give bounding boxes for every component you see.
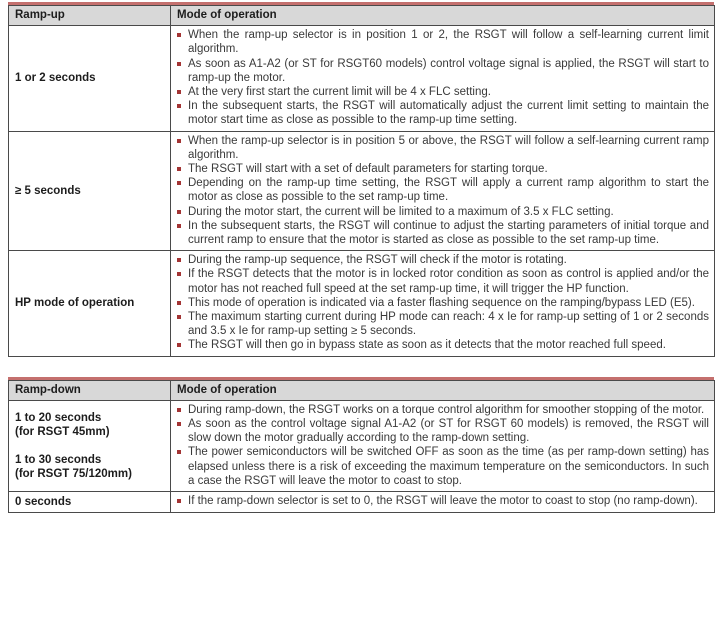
list-item bbox=[175, 494, 709, 508]
bullet-icon bbox=[177, 408, 181, 412]
row-label-text: HP mode of operation bbox=[15, 297, 135, 310]
bullet-icon bbox=[177, 422, 181, 426]
list-item bbox=[175, 267, 709, 295]
list-item bbox=[175, 253, 709, 267]
list-item bbox=[175, 219, 709, 247]
table-row bbox=[9, 400, 715, 491]
bullet-icon bbox=[177, 167, 181, 171]
bullet-icon bbox=[177, 210, 181, 214]
bullet-icon bbox=[177, 139, 181, 143]
list-item bbox=[175, 296, 709, 310]
row-description bbox=[171, 131, 715, 251]
ramp-down-header: Ramp-down bbox=[9, 380, 171, 400]
row-label-text: 1 to 20 seconds bbox=[15, 411, 102, 424]
ramp-down-table-section bbox=[8, 377, 714, 514]
ramp-up-table-section bbox=[8, 2, 714, 357]
ramp-down-table bbox=[8, 380, 715, 514]
list-item bbox=[175, 417, 709, 445]
bullet-text: If the RSGT detects that the motor is in locked rotor condition as soon as control is applied and/or the motor has not reached full speed at the set ramp-up time, it will trigger the HP function. bbox=[188, 268, 709, 295]
bullet-icon bbox=[177, 181, 181, 185]
bullet-text: At the very first start the current limit will be 4 x FLC setting. bbox=[188, 86, 491, 99]
bullet-icon bbox=[177, 90, 181, 94]
row-description bbox=[171, 26, 715, 131]
row-label bbox=[9, 26, 171, 131]
row-description bbox=[171, 492, 715, 513]
bullet-text: This mode of operation is indicated via a faster flashing sequence on the ramping/bypass LED (E5). bbox=[188, 296, 695, 309]
row-description bbox=[171, 251, 715, 356]
bullet-text: During ramp-down, the RSGT works on a torque control algorithm for smoother stopping of the motor. bbox=[188, 403, 705, 416]
row-description bbox=[171, 400, 715, 491]
bullet-icon bbox=[177, 33, 181, 37]
list-item bbox=[175, 445, 709, 488]
mode-of-operation-header: Mode of operation bbox=[171, 6, 715, 26]
list-item bbox=[175, 85, 709, 99]
list-item bbox=[175, 57, 709, 85]
bullet-text: During the motor start, the current will be limited to a maximum of 3.5 x FLC setting. bbox=[188, 205, 614, 218]
table-row bbox=[9, 26, 715, 131]
ramp-up-table bbox=[8, 5, 715, 357]
row-label bbox=[9, 492, 171, 513]
bullet-icon bbox=[177, 499, 181, 503]
row-label bbox=[9, 131, 171, 251]
row-label bbox=[9, 251, 171, 356]
bullet-icon bbox=[177, 301, 181, 305]
list-item bbox=[175, 338, 709, 352]
bullet-text: The RSGT will then go in bypass state as soon as it detects that the motor reached full speed. bbox=[188, 339, 666, 352]
bullet-icon bbox=[177, 343, 181, 347]
bullet-text: Depending on the ramp-up time setting, the RSGT will apply a current ramp algorithm to start the motor as close as possible to the set ramp-up time. bbox=[188, 177, 709, 204]
bullet-icon bbox=[177, 315, 181, 319]
bullet-icon bbox=[177, 450, 181, 454]
bullet-icon bbox=[177, 62, 181, 66]
bullet-text: As soon as the control voltage signal A1-A2 (or ST for RSGT 60 models) is removed, the RSGT will slow down the motor gradually according to the ramp-down setting. bbox=[188, 418, 709, 445]
bullet-text: In the subsequent starts, the RSGT will automatically adjust the current limit setting to maintain the motor start time as close as possible to the ramp-up time setting. bbox=[188, 100, 709, 127]
row-label bbox=[9, 400, 171, 491]
row-label-text: (for RSGT 75/120mm) bbox=[15, 468, 132, 481]
bullet-icon bbox=[177, 104, 181, 108]
bullet-text: When the ramp-up selector is in position 1 or 2, the RSGT will follow a self-learning current limit algorithm. bbox=[188, 29, 709, 56]
bullet-text: During the ramp-up sequence, the RSGT will check if the motor is rotating. bbox=[188, 254, 567, 267]
row-label-text: 1 to 30 seconds bbox=[15, 453, 102, 466]
list-item bbox=[175, 134, 709, 162]
list-item bbox=[175, 403, 709, 417]
table-header-row bbox=[9, 6, 715, 26]
table-row bbox=[9, 251, 715, 356]
list-item bbox=[175, 99, 709, 127]
bullet-text: As soon as A1-A2 (or ST for RSGT60 models) control voltage signal is applied, the RSGT will start to ramp-up the motor. bbox=[188, 57, 709, 84]
table-header-row bbox=[9, 380, 715, 400]
row-label-text: 0 seconds bbox=[15, 496, 72, 509]
bullet-text: The power semiconductors will be switched OFF as soon as the time (as per ramp-down setting) has elapsed unless there is a risk of exceeding the maximum temperature on the semiconductors. In such a case the RSGT will leave the motor to coast to stop. bbox=[188, 446, 709, 487]
table-row bbox=[9, 492, 715, 513]
table-row bbox=[9, 131, 715, 251]
row-label-text: (for RSGT 45mm) bbox=[15, 425, 110, 438]
row-label-text: ≥ 5 seconds bbox=[15, 184, 81, 197]
bullet-icon bbox=[177, 224, 181, 228]
list-item bbox=[175, 310, 709, 338]
mode-of-operation-header: Mode of operation bbox=[171, 380, 715, 400]
list-item bbox=[175, 28, 709, 56]
bullet-text: The RSGT will start with a set of default parameters for starting torque. bbox=[188, 163, 548, 176]
row-label-text: 1 or 2 seconds bbox=[15, 72, 96, 85]
bullet-text: If the ramp-down selector is set to 0, the RSGT will leave the motor to coast to stop (no ramp-down). bbox=[188, 495, 698, 508]
bullet-icon bbox=[177, 272, 181, 276]
list-item bbox=[175, 176, 709, 204]
bullet-text: The maximum starting current during HP mode can reach: 4 x Ie for ramp-up setting of 1 or 2 seconds and 3.5 x Ie for ramp-up setting ≥ 5 seconds. bbox=[188, 311, 709, 338]
bullet-text: In the subsequent starts, the RSGT will continue to adjust the starting parameters of initial torque and current ramp to ensure that the motor is started as close as possible to the set ramp-up time. bbox=[188, 219, 709, 247]
list-item bbox=[175, 205, 709, 219]
ramp-up-header: Ramp-up bbox=[9, 6, 171, 26]
bullet-text: When the ramp-up selector is in position 5 or above, the RSGT will follow a self-learning current ramp algorithm. bbox=[188, 134, 709, 161]
bullet-icon bbox=[177, 258, 181, 262]
list-item bbox=[175, 162, 709, 176]
